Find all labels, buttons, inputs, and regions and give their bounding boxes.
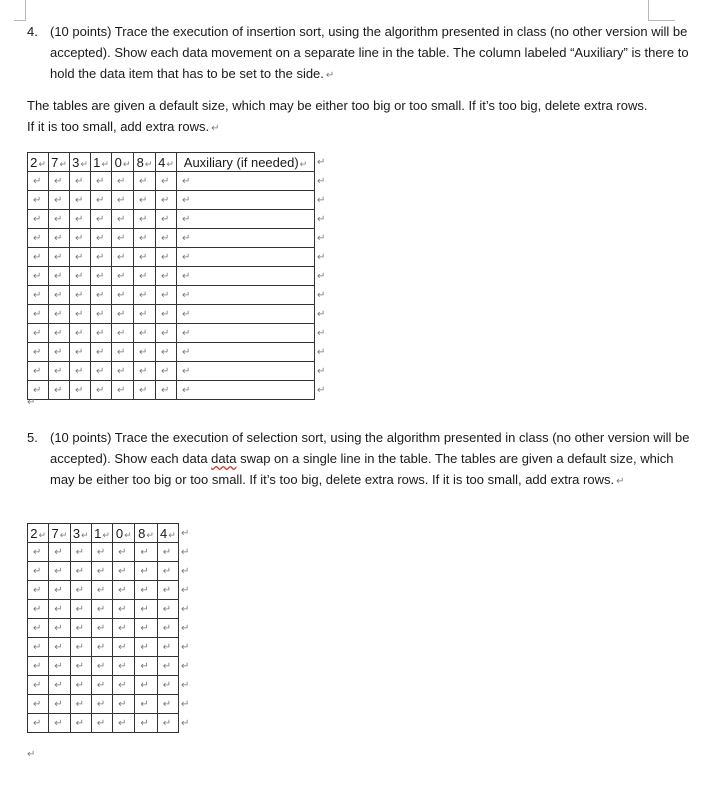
table-cell[interactable]: ↵ — [112, 191, 134, 210]
table-cell[interactable]: ↵ — [70, 248, 91, 267]
header-cell-value: 2 — [30, 154, 38, 170]
row-end-mark: ↵ — [317, 309, 326, 320]
table-cell[interactable]: ↵ — [28, 210, 49, 229]
auxiliary-cell[interactable]: ↵ — [177, 210, 315, 229]
table-cell[interactable]: ↵ — [28, 191, 49, 210]
table-cell[interactable]: ↵ — [157, 676, 178, 695]
table-cell[interactable]: ↵ — [91, 248, 112, 267]
cell-mark: ↵ — [59, 529, 68, 540]
table-cell[interactable]: ↵ — [70, 191, 91, 210]
table-row — [28, 267, 315, 286]
table-cell[interactable]: ↵ — [135, 600, 157, 619]
header-cell[interactable] — [70, 153, 91, 172]
header-cell[interactable] — [134, 153, 156, 172]
table-cell[interactable]: ↵ — [156, 210, 177, 229]
table-cell[interactable]: ↵ — [156, 172, 177, 191]
table-cell[interactable]: ↵ — [135, 619, 157, 638]
table-cell[interactable]: ↵ — [49, 305, 70, 324]
table-cell[interactable]: ↵ — [70, 305, 91, 324]
page-corner-mark-left — [14, 0, 26, 21]
table-cell[interactable]: ↵ — [134, 324, 156, 343]
header-cell-value: 8 — [138, 525, 146, 541]
question-5-text-start: (10 points) Trace the execution of selection sort, using the algorithm presented in class (no other version will be accepted). Show each data — [50, 430, 690, 466]
question-5-text-end: swap on a single line in the table. The tables are given a default size, which may be either too big or too small. If it’s too big, delete extra rows. If it is too small, add extra rows. — [50, 451, 674, 487]
row-end-mark: ↵ — [317, 366, 326, 377]
table-cell[interactable]: ↵ — [28, 600, 49, 619]
table-cell[interactable]: ↵ — [49, 619, 70, 638]
row-end-mark: ↵ — [317, 385, 326, 396]
table-cell[interactable]: ↵ — [91, 638, 112, 657]
table-cell[interactable]: ↵ — [49, 676, 70, 695]
table-cell[interactable]: ↵ — [49, 362, 70, 381]
table-cell[interactable]: ↵ — [135, 543, 157, 562]
table-cell[interactable]: ↵ — [70, 543, 91, 562]
table-cell[interactable]: ↵ — [28, 657, 49, 676]
table-row — [28, 343, 315, 362]
table-cell[interactable]: ↵ — [156, 343, 177, 362]
table-cell[interactable]: ↵ — [112, 362, 134, 381]
header-cell[interactable] — [135, 524, 157, 543]
table-cell[interactable]: ↵ — [91, 305, 112, 324]
header-cell-value: 3 — [72, 154, 80, 170]
paragraph-mark: ↵ — [27, 397, 36, 408]
table-cell[interactable]: ↵ — [28, 714, 49, 733]
table-cell[interactable]: ↵ — [112, 210, 134, 229]
table-row — [28, 229, 315, 248]
table-cell[interactable]: ↵ — [134, 362, 156, 381]
table-cell[interactable]: ↵ — [70, 229, 91, 248]
table-cell[interactable]: ↵ — [113, 638, 135, 657]
table-cell[interactable]: ↵ — [49, 267, 70, 286]
table-cell[interactable]: ↵ — [28, 172, 49, 191]
table-cell[interactable]: ↵ — [156, 362, 177, 381]
header-cell-value: 1 — [93, 154, 101, 170]
table-cell[interactable]: ↵ — [135, 562, 157, 581]
table-cell[interactable]: ↵ — [28, 676, 49, 695]
table-cell[interactable]: ↵ — [91, 619, 112, 638]
table-cell[interactable]: ↵ — [134, 267, 156, 286]
table-cell[interactable]: ↵ — [156, 381, 177, 400]
table-cell[interactable]: ↵ — [28, 619, 49, 638]
table-cell[interactable]: ↵ — [134, 286, 156, 305]
paragraph-mark: ↵ — [325, 70, 335, 81]
row-end-mark: ↵ — [181, 528, 190, 539]
table-row — [28, 619, 179, 638]
cell-mark: ↵ — [80, 158, 88, 169]
row-end-mark: ↵ — [317, 176, 326, 187]
table-cell[interactable]: ↵ — [157, 581, 178, 600]
row-end-mark: ↵ — [181, 661, 190, 672]
table-cell[interactable]: ↵ — [134, 305, 156, 324]
auxiliary-cell[interactable]: ↵ — [177, 305, 315, 324]
table-cell[interactable]: ↵ — [135, 638, 157, 657]
header-cell[interactable] — [156, 153, 177, 172]
question-5-number: 5. — [27, 430, 38, 445]
header-cell-value: 1 — [94, 525, 102, 541]
table-cell[interactable]: ↵ — [28, 286, 49, 305]
table-cell[interactable]: ↵ — [49, 714, 70, 733]
auxiliary-cell[interactable]: ↵ — [177, 172, 315, 191]
table-cell[interactable]: ↵ — [135, 676, 157, 695]
cell-mark: ↵ — [59, 158, 67, 169]
table-cell[interactable]: ↵ — [49, 657, 70, 676]
auxiliary-cell[interactable]: ↵ — [177, 362, 315, 381]
row-end-mark: ↵ — [181, 585, 190, 596]
table-header-row — [28, 524, 179, 543]
table-cell[interactable]: ↵ — [49, 343, 70, 362]
table-cell[interactable]: ↵ — [156, 305, 177, 324]
table-cell[interactable]: ↵ — [49, 638, 70, 657]
table-cell[interactable]: ↵ — [157, 695, 178, 714]
table-row — [28, 210, 315, 229]
table-cell[interactable]: ↵ — [49, 562, 70, 581]
auxiliary-cell[interactable]: ↵ — [177, 191, 315, 210]
paragraph-mark: ↵ — [616, 476, 625, 487]
table-cell[interactable]: ↵ — [28, 381, 49, 400]
table-cell[interactable]: ↵ — [134, 381, 156, 400]
table-cell[interactable]: ↵ — [70, 562, 91, 581]
table-cell[interactable]: ↵ — [91, 191, 112, 210]
spelling-error-word[interactable]: data — [211, 451, 237, 466]
table-cell[interactable]: ↵ — [91, 543, 112, 562]
table-cell[interactable]: ↵ — [91, 600, 112, 619]
table-cell[interactable]: ↵ — [70, 210, 91, 229]
table-cell[interactable]: ↵ — [112, 229, 134, 248]
header-cell[interactable] — [112, 153, 134, 172]
header-cell[interactable] — [91, 524, 112, 543]
row-end-mark: ↵ — [181, 680, 190, 691]
table-cell[interactable]: ↵ — [91, 267, 112, 286]
auxiliary-cell[interactable]: ↵ — [177, 286, 315, 305]
row-end-mark: ↵ — [317, 347, 326, 358]
header-cell[interactable] — [70, 524, 91, 543]
table-cell[interactable]: ↵ — [28, 543, 49, 562]
table-cell[interactable]: ↵ — [156, 286, 177, 305]
table-cell[interactable]: ↵ — [70, 600, 91, 619]
table-cell[interactable]: ↵ — [91, 324, 112, 343]
cell-mark: ↵ — [144, 158, 153, 169]
table-cell[interactable]: ↵ — [28, 305, 49, 324]
table-cell[interactable]: ↵ — [156, 229, 177, 248]
cell-mark: ↵ — [299, 158, 308, 169]
table-cell[interactable]: ↵ — [70, 172, 91, 191]
table-row — [28, 638, 179, 657]
table-cell[interactable]: ↵ — [70, 267, 91, 286]
table-cell[interactable]: ↵ — [91, 562, 112, 581]
table-cell[interactable]: ↵ — [28, 248, 49, 267]
table-size-note — [27, 95, 657, 139]
cell-mark: ↵ — [102, 529, 110, 540]
table-cell[interactable]: ↵ — [112, 305, 134, 324]
table-cell[interactable]: ↵ — [70, 362, 91, 381]
table-cell[interactable]: ↵ — [28, 562, 49, 581]
row-end-mark: ↵ — [317, 271, 326, 282]
table-cell[interactable]: ↵ — [113, 714, 135, 733]
row-end-mark: ↵ — [317, 233, 326, 244]
paragraph-mark: ↵ — [211, 123, 220, 134]
header-cell-value: 8 — [136, 154, 144, 170]
insertion-sort-table[interactable] — [27, 152, 315, 400]
header-cell-value: 7 — [51, 154, 59, 170]
table-cell[interactable]: ↵ — [113, 562, 135, 581]
table-row — [28, 191, 315, 210]
row-end-mark: ↵ — [317, 252, 326, 263]
table-row — [28, 600, 179, 619]
row-end-mark: ↵ — [181, 642, 190, 653]
cell-mark: ↵ — [146, 529, 154, 540]
table-cell[interactable]: ↵ — [49, 581, 70, 600]
table-cell[interactable]: ↵ — [91, 657, 112, 676]
table-cell[interactable]: ↵ — [156, 267, 177, 286]
table-cell[interactable]: ↵ — [70, 324, 91, 343]
header-cell[interactable] — [157, 524, 178, 543]
table-cell[interactable]: ↵ — [49, 324, 70, 343]
table-row — [28, 676, 179, 695]
table-cell[interactable]: ↵ — [91, 286, 112, 305]
cell-mark: ↵ — [166, 158, 174, 169]
table-row — [28, 381, 315, 400]
table-cell[interactable]: ↵ — [70, 381, 91, 400]
table-cell[interactable]: ↵ — [28, 638, 49, 657]
table-cell[interactable]: ↵ — [91, 343, 112, 362]
table-cell[interactable]: ↵ — [91, 676, 112, 695]
table-cell[interactable]: ↵ — [156, 191, 177, 210]
table-row — [28, 543, 179, 562]
table-cell[interactable]: ↵ — [112, 248, 134, 267]
table-cell[interactable]: ↵ — [49, 695, 70, 714]
table-cell[interactable]: ↵ — [135, 714, 157, 733]
header-cell[interactable] — [49, 524, 70, 543]
row-end-mark: ↵ — [181, 566, 190, 577]
cell-mark: ↵ — [38, 158, 46, 169]
table-cell[interactable]: ↵ — [28, 362, 49, 381]
table-cell[interactable]: ↵ — [91, 172, 112, 191]
header-cell-value: 4 — [158, 154, 166, 170]
header-cell-value: 4 — [159, 525, 168, 541]
header-cell-value: 7 — [51, 525, 59, 541]
auxiliary-cell[interactable]: ↵ — [177, 381, 315, 400]
row-end-mark: ↵ — [181, 699, 190, 710]
table-cell[interactable]: ↵ — [135, 695, 157, 714]
table-cell[interactable]: ↵ — [157, 619, 178, 638]
header-cell-value: 0 — [114, 154, 122, 170]
table-cell[interactable]: ↵ — [49, 248, 70, 267]
table-cell[interactable]: ↵ — [134, 191, 156, 210]
auxiliary-cell[interactable]: ↵ — [177, 343, 315, 362]
row-end-mark: ↵ — [317, 195, 326, 206]
table-cell[interactable]: ↵ — [28, 695, 49, 714]
table-cell[interactable]: ↵ — [157, 600, 178, 619]
table-row — [28, 248, 315, 267]
header-cell-value: 0 — [115, 525, 124, 541]
auxiliary-cell[interactable]: ↵ — [177, 248, 315, 267]
row-end-mark: ↵ — [181, 547, 190, 558]
auxiliary-cell[interactable]: ↵ — [177, 229, 315, 248]
table-cell[interactable]: ↵ — [157, 562, 178, 581]
table-cell[interactable]: ↵ — [113, 619, 135, 638]
table-cell[interactable]: ↵ — [70, 714, 91, 733]
table-cell[interactable]: ↵ — [70, 343, 91, 362]
cell-mark: ↵ — [168, 529, 176, 540]
table-cell[interactable]: ↵ — [134, 210, 156, 229]
header-cell-value: 2 — [30, 525, 38, 541]
cell-mark: ↵ — [38, 529, 47, 540]
row-end-mark: ↵ — [317, 328, 326, 339]
table-cell[interactable]: ↵ — [49, 210, 70, 229]
table-cell[interactable]: ↵ — [112, 324, 134, 343]
table-row — [28, 695, 179, 714]
row-end-mark: ↵ — [317, 157, 326, 168]
paragraph-mark: ↵ — [27, 749, 36, 760]
table-row — [28, 362, 315, 381]
row-end-mark: ↵ — [181, 604, 190, 615]
table-cell[interactable]: ↵ — [156, 248, 177, 267]
header-cell[interactable] — [28, 153, 49, 172]
table-cell[interactable]: ↵ — [134, 343, 156, 362]
table-cell[interactable]: ↵ — [113, 600, 135, 619]
table-header-row — [28, 153, 315, 172]
table-cell[interactable]: ↵ — [91, 210, 112, 229]
cell-mark: ↵ — [122, 158, 131, 169]
table-cell[interactable]: ↵ — [113, 543, 135, 562]
table-cell[interactable]: ↵ — [70, 657, 91, 676]
table-cell[interactable]: ↵ — [70, 581, 91, 600]
table-cell[interactable]: ↵ — [112, 267, 134, 286]
table-cell[interactable]: ↵ — [91, 381, 112, 400]
auxiliary-header-cell-value: Auxiliary (if needed) — [183, 154, 299, 170]
header-cell-value: 3 — [72, 525, 81, 541]
table-cell[interactable]: ↵ — [113, 695, 135, 714]
table-cell[interactable]: ↵ — [70, 638, 91, 657]
question-4-number: 4. — [27, 24, 38, 39]
table-row — [28, 714, 179, 733]
table-cell[interactable]: ↵ — [70, 695, 91, 714]
table-cell[interactable]: ↵ — [135, 581, 157, 600]
table-cell[interactable]: ↵ — [28, 324, 49, 343]
table-cell[interactable]: ↵ — [135, 657, 157, 676]
question-4-text: (10 points) Trace the execution of insertion sort, using the algorithm presented in class (no other version will be accepted). Show each data movement on a separate line in the table. The column labeled “Auxiliary” is there to hold the data item that has to be set to the side. — [50, 24, 689, 81]
auxiliary-cell[interactable]: ↵ — [177, 267, 315, 286]
table-size-note-text: The tables are given a default size, which may be either too big or too small. If it’s too big, delete extra rows. If it is too small, add extra rows. — [27, 98, 648, 134]
table-cell[interactable]: ↵ — [91, 581, 112, 600]
table-cell[interactable]: ↵ — [91, 229, 112, 248]
header-cell[interactable] — [91, 153, 112, 172]
table-cell[interactable]: ↵ — [134, 248, 156, 267]
table-row — [28, 657, 179, 676]
table-cell[interactable]: ↵ — [70, 619, 91, 638]
table-cell[interactable]: ↵ — [157, 657, 178, 676]
table-row — [28, 305, 315, 324]
table-cell[interactable]: ↵ — [134, 172, 156, 191]
table-cell[interactable]: ↵ — [113, 676, 135, 695]
table-cell[interactable]: ↵ — [157, 638, 178, 657]
table-cell[interactable]: ↵ — [49, 191, 70, 210]
table-cell[interactable]: ↵ — [113, 657, 135, 676]
auxiliary-cell[interactable]: ↵ — [177, 324, 315, 343]
selection-table-row-marks — [181, 524, 189, 733]
cell-mark: ↵ — [124, 529, 132, 540]
table-cell[interactable]: ↵ — [112, 343, 134, 362]
table-cell[interactable]: ↵ — [49, 172, 70, 191]
table-cell[interactable]: ↵ — [113, 581, 135, 600]
row-end-mark: ↵ — [181, 718, 190, 729]
row-end-mark: ↵ — [181, 623, 190, 634]
table-row — [28, 172, 315, 191]
table-cell[interactable]: ↵ — [112, 172, 134, 191]
table-cell[interactable]: ↵ — [49, 286, 70, 305]
table-cell[interactable]: ↵ — [91, 362, 112, 381]
table-row — [28, 562, 179, 581]
table-cell[interactable]: ↵ — [70, 286, 91, 305]
page-corner-mark-right — [648, 0, 675, 21]
header-cell[interactable] — [113, 524, 135, 543]
table-cell[interactable]: ↵ — [28, 343, 49, 362]
table-row — [28, 286, 315, 305]
table-cell[interactable]: ↵ — [28, 229, 49, 248]
question-5 — [27, 427, 690, 492]
table-cell[interactable]: ↵ — [157, 543, 178, 562]
table-cell[interactable]: ↵ — [49, 381, 70, 400]
table-cell[interactable]: ↵ — [157, 714, 178, 733]
table-row — [28, 581, 179, 600]
question-4 — [27, 21, 690, 86]
table-cell[interactable]: ↵ — [49, 600, 70, 619]
header-cell[interactable] — [49, 153, 70, 172]
cell-mark: ↵ — [101, 158, 109, 169]
table-cell[interactable]: ↵ — [28, 267, 49, 286]
table-cell[interactable]: ↵ — [156, 324, 177, 343]
insertion-table-row-marks — [317, 153, 325, 400]
row-end-mark: ↵ — [317, 214, 326, 225]
table-cell[interactable]: ↵ — [28, 581, 49, 600]
table-cell[interactable]: ↵ — [112, 381, 134, 400]
table-cell[interactable]: ↵ — [91, 695, 112, 714]
selection-sort-table[interactable] — [27, 523, 179, 733]
table-cell[interactable]: ↵ — [49, 543, 70, 562]
table-cell[interactable]: ↵ — [134, 229, 156, 248]
table-cell[interactable]: ↵ — [49, 229, 70, 248]
cell-mark: ↵ — [81, 529, 89, 540]
table-row — [28, 324, 315, 343]
table-cell[interactable]: ↵ — [70, 676, 91, 695]
table-cell[interactable]: ↵ — [91, 714, 112, 733]
auxiliary-header-cell[interactable] — [177, 153, 315, 172]
row-end-mark: ↵ — [317, 290, 326, 301]
table-cell[interactable]: ↵ — [112, 286, 134, 305]
header-cell[interactable] — [28, 524, 49, 543]
